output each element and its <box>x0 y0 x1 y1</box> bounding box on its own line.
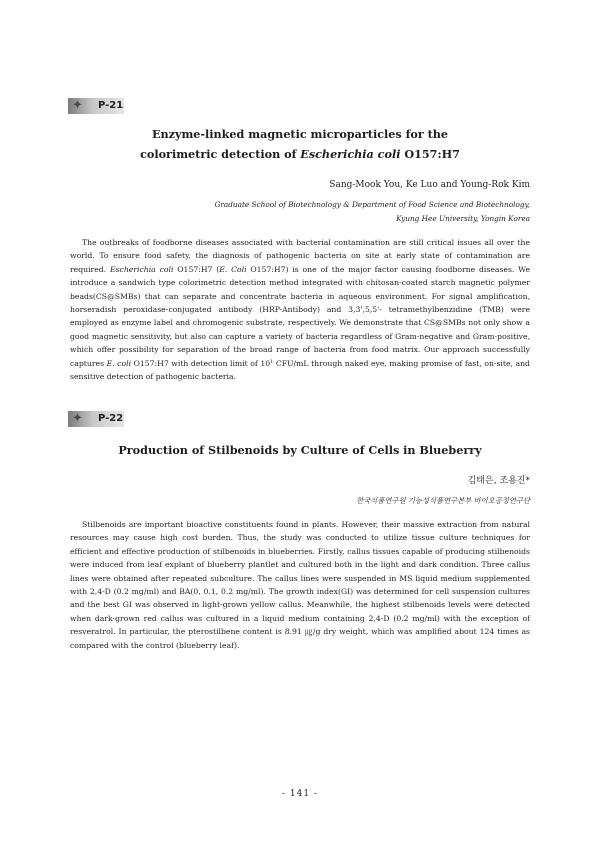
abstract-text-p21: The outbreaks of foodborne diseases associated with bacterial contamination are still critical issues all over the world. To ensure food safety, the diagnosis of pathogenic bacteria on site at early state of contamination are required. Escherichia coli O157:H7 (E. Coli O157:H7) is one of the major factor causing foodborne diseases. We introduce a sandwich type colorimetric detection method integrated with chitosan-coated starch magnetic polymer beads(CS@SMBs) that can separate and concentrate bacteria in aqueous environment. For signal amplification, horseradish peroxidase-conjugated antibody (HRP-Antibody) and 3,3',5,5'- tetramethylbenzidine (TMB) were employed as enzyme label and chromogenic substrate, respectively. We demonstrate that CS@SMBs not only show a good magnetic sensitivity, but also can capture a variety of bacteria regardless of Gram-negative and Gram-positive, which offer possibility for separation of the broad range of bacteria from food matrix. Our approach successfully captures E. coli O157:H7 with detection limit of $10^1$ CFU/mL through naked eye, making promise of fast, on-site, and sensitive detection of pathogenic bacteria. <box>70 238 530 382</box>
abstract-text-p22: Stilbenoids are important bioactive constituents found in plants. However, their massive extraction from natural resources may cause high cost burden. Thus, the study was conducted to utilize tissue culture techniques for efficient and effective production of stilbenoids in blueberries. Firstly, callus tissues capable of producing stilbenoids were induced from leaf explant of blueberry plantlet and cultured both in the light and dark condition. Three callus lines were obtained after repeated subculture. The callus lines were suspended in MS liquid medium supplemented with 2,4-D (0.2 mg/ml) and BA(0, 0.1, 0.2 mg/ml). The growth index(GI) was determined for cell suspension cultures and the best GI was observed in light-grown yellow callus. Meanwhile, the highest stilbenoids levels were detected when dark-grown red callus was cultured in a liquid medium containing 2,4-D (0.2 mg/ml) with the exception of resveratrol. In particular, the pterostilbene content is 8.91 ㎍/g dry weight, which was amplified about 124 times as compared with the control (blueberry leaf). <box>70 520 530 650</box>
star-icon: ✦ <box>72 411 83 426</box>
abstract-badge-p21 <box>68 98 124 114</box>
badge-label: P-22 <box>98 413 124 424</box>
paper-title-p22: Production of Stilbenoids by Culture of Cells in Blueberry <box>118 443 482 457</box>
affiliation-p22: 한국식품연구원 기능성식품연구본부 바이오공정연구단 <box>356 496 530 505</box>
abstract-badge-p22 <box>68 411 124 427</box>
page-number: - 141 - <box>282 789 318 799</box>
badge-label: P-21 <box>98 100 124 111</box>
authors-p21: Sang-Mook You, Ke Luo and Young-Rok Kim <box>329 180 530 190</box>
affiliation-p21: Graduate School of Biotechnology & Department of Food Science and Biotechnology, Kyung Hee University, Yongin Korea <box>214 200 530 223</box>
authors-p22: 김태은, 조용진* <box>467 476 530 486</box>
star-icon: ✦ <box>72 98 83 113</box>
paper-title-p21: Enzyme-linked magnetic microparticles for the colorimetric detection of Escherichia coli O157:H7 <box>140 127 460 161</box>
